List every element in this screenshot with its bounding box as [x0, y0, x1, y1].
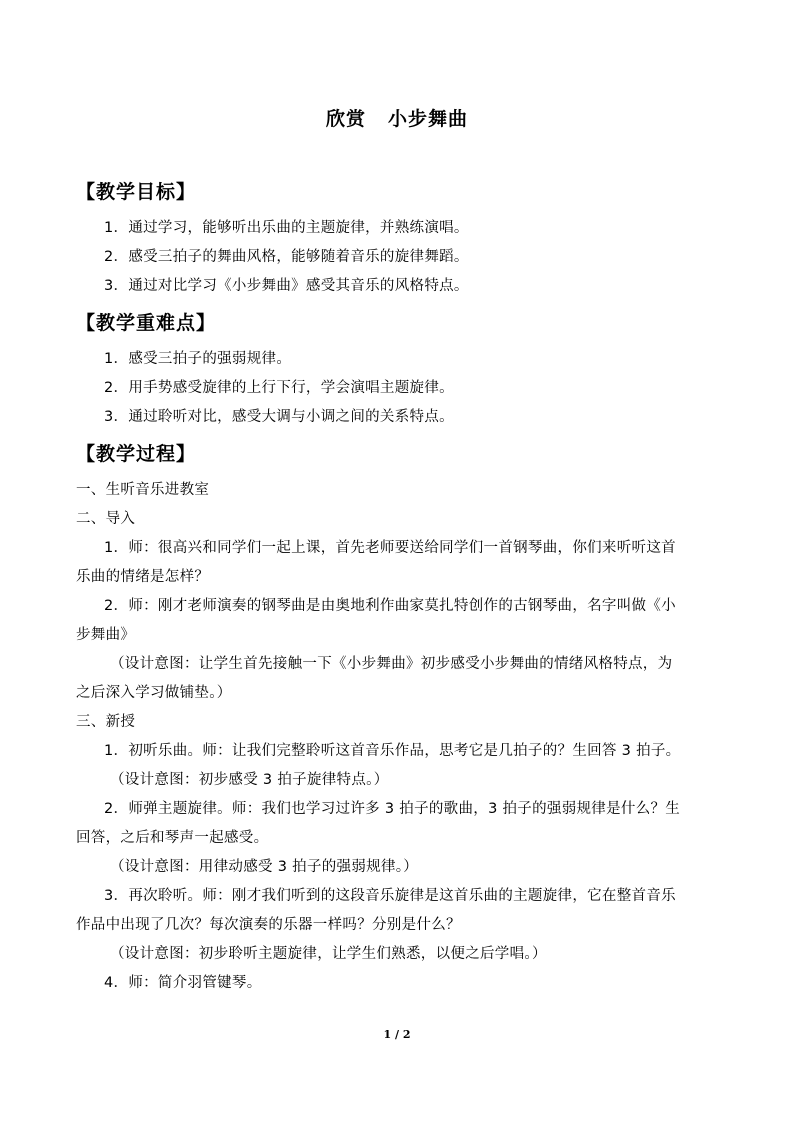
section-heading-process: 【教学过程】 — [76, 443, 197, 465]
process-line: （设计意图：用律动感受 3 拍子的强弱规律。） — [110, 859, 419, 875]
process-line: 作品中出现了几次？每次演奏的乐器一样吗？分别是什么？ — [76, 917, 461, 933]
process-line: 2．师：刚才老师演奏的钢琴曲是由奥地利作曲家莫扎特创作的古钢琴曲，名字叫做《小 — [104, 598, 676, 614]
process-line: 3．再次聆听。师：刚才我们听到的这段音乐旋律是这首乐曲的主题旋律，它在整首音乐 — [104, 888, 676, 904]
title-part-2: 小步舞曲 — [388, 108, 469, 130]
page-number: 1 / 2 — [383, 1028, 411, 1041]
keypoint-item: 2．用手势感受旋律的上行下行，学会演唱主题旋律。 — [104, 380, 454, 396]
keypoint-item: 3．通过聆听对比，感受大调与小调之间的关系特点。 — [104, 409, 454, 425]
title-part-1: 欣赏 — [325, 108, 366, 130]
process-line: （设计意图：初步感受 3 拍子旋律特点。） — [110, 772, 389, 788]
process-line: 回答，之后和琴声一起感受。 — [76, 830, 269, 846]
process-line: 二、导入 — [76, 511, 136, 527]
process-line: 三、新授 — [76, 714, 136, 730]
process-line: 1．初听乐曲。师：让我们完整聆听这首音乐作品，思考它是几拍子的？生回答 3 拍子。 — [104, 743, 681, 759]
document-title — [0, 104, 794, 131]
process-line: 之后深入学习做铺垫。） — [76, 685, 232, 701]
section-heading-keypoints: 【教学重难点】 — [76, 312, 217, 334]
goal-item: 1．通过学习，能够听出乐曲的主题旋律，并熟练演唱。 — [104, 220, 469, 236]
process-line: （设计意图：让学生首先接触一下《小步舞曲》初步感受小步舞曲的情绪风格特点，为 — [110, 656, 673, 672]
keypoint-item: 1．感受三拍子的强弱规律。 — [104, 351, 292, 367]
process-line: 步舞曲》 — [76, 627, 136, 643]
process-line: 4．师：简介羽管键琴。 — [104, 975, 262, 991]
section-heading-goals: 【教学目标】 — [76, 181, 197, 203]
goal-item: 2．感受三拍子的舞曲风格，能够随着音乐的旋律舞蹈。 — [104, 249, 469, 265]
goal-item: 3．通过对比学习《小步舞曲》感受其音乐的风格特点。 — [104, 278, 469, 294]
process-line: （设计意图：初步聆听主题旋律，让学生们熟悉，以便之后学唱。） — [110, 946, 547, 962]
process-line: 一、生听音乐进教室 — [76, 482, 210, 498]
process-line: 乐曲的情绪是怎样？ — [76, 569, 210, 585]
process-line: 1．师：很高兴和同学们一起上课，首先老师要送给同学们一首钢琴曲，你们来听听这首 — [104, 540, 676, 556]
process-line: 2．师弹主题旋律。师：我们也学习过许多 3 拍子的歌曲，3 拍子的强弱规律是什么？生 — [104, 801, 681, 817]
